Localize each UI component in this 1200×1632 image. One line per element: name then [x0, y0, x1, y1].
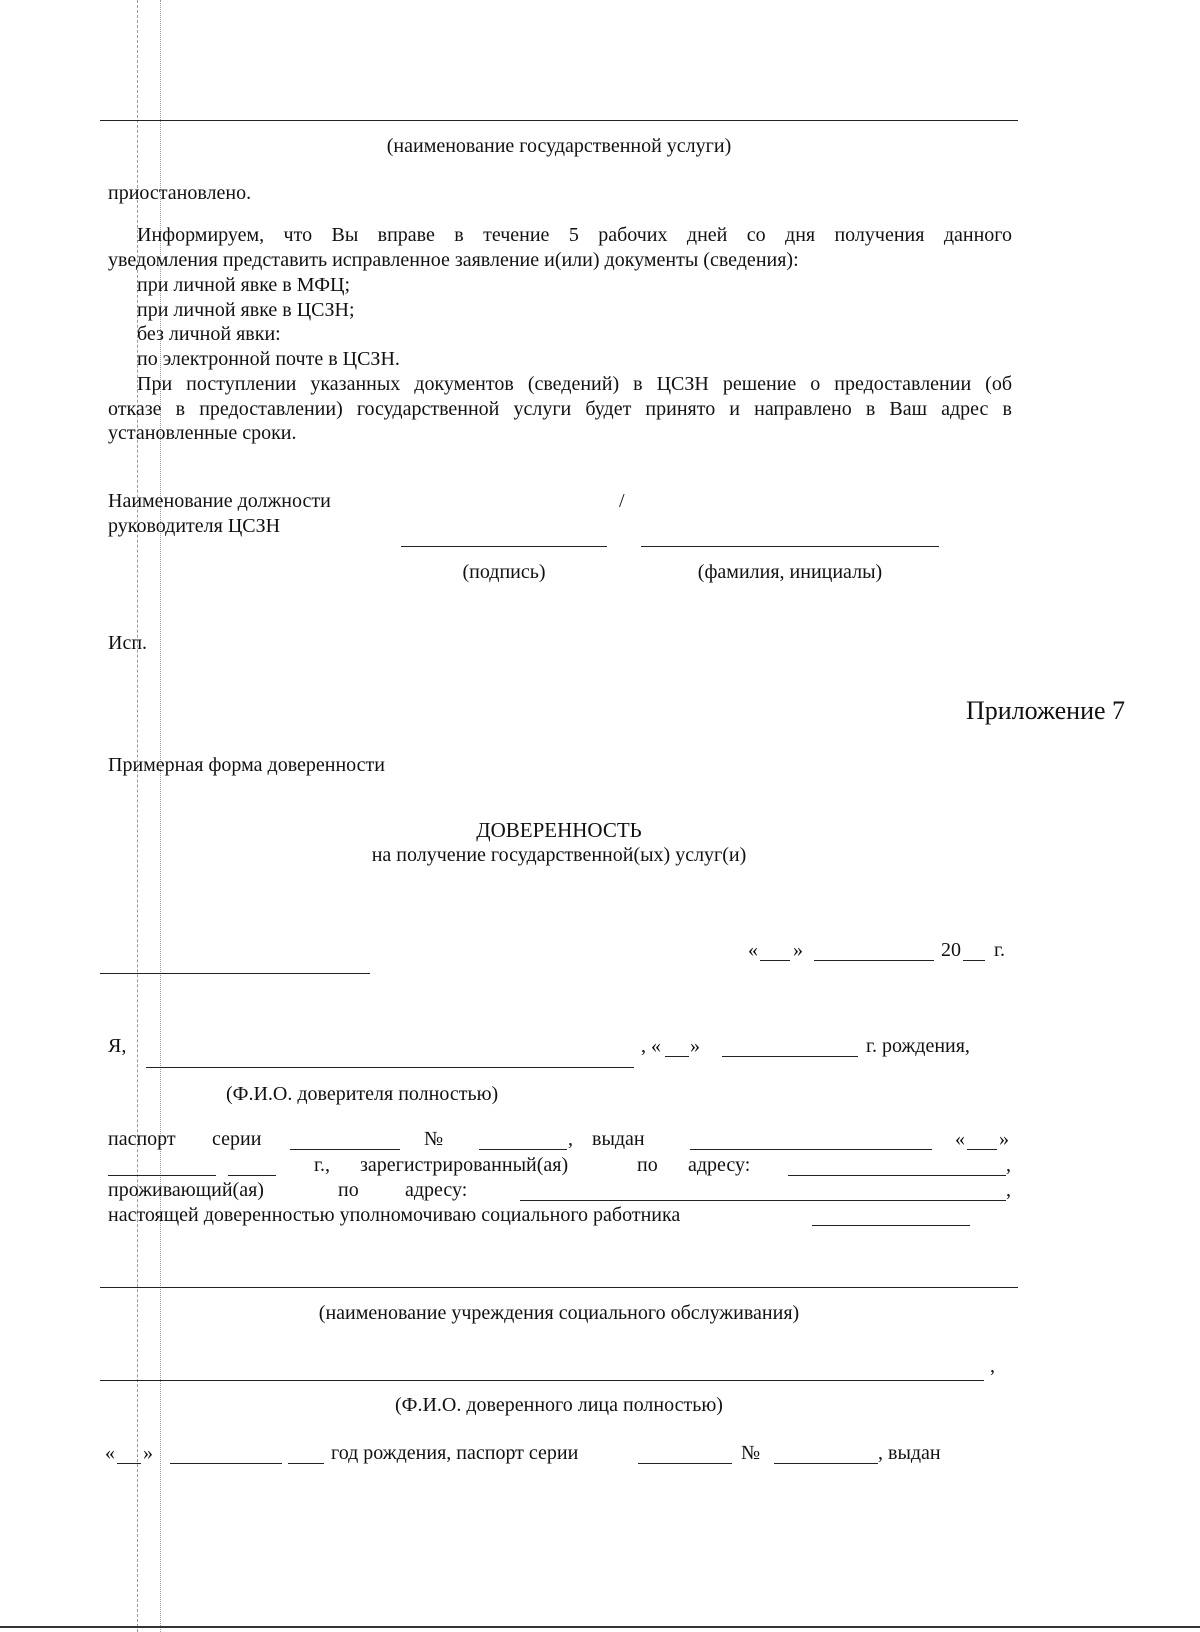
agent-caption: (Ф.И.О. доверенного лица полностью)	[395, 1394, 723, 1416]
inform-line-1: Информируем, что Вы вправе в течение 5 рабочих дней со дня получения данного	[137, 224, 1012, 246]
living-label: проживающий(ая)	[108, 1179, 264, 1201]
date-year-suffix: г.	[994, 939, 1005, 961]
suspended-text: приостановлено.	[108, 182, 252, 204]
date-year-prefix: 20	[941, 939, 961, 961]
signature-line	[401, 546, 607, 547]
living-address-line	[520, 1200, 1006, 1201]
birth-quote-open: , «	[641, 1035, 661, 1057]
registration-comma: ,	[1006, 1154, 1011, 1176]
receipt-line-2: отказе в предоставлении) государственной услуги будет принято и направлено в Ваш адрес в	[108, 398, 1012, 420]
passport-series-line	[290, 1149, 400, 1150]
last-issued: , выдан	[878, 1442, 941, 1464]
service-name-line	[100, 120, 1018, 121]
date-quote-close: »	[793, 939, 803, 961]
service-name-caption: (наименование государственной услуги)	[386, 135, 732, 157]
appendix-title: Приложение 7	[966, 696, 1126, 725]
issued-by-line	[690, 1149, 932, 1150]
inform-line-2: уведомления представить исправленное заявление и(или) документы (сведения):	[108, 249, 799, 271]
year-abbr: г.,	[314, 1154, 330, 1176]
receipt-line-3: установленные сроки.	[108, 422, 297, 444]
address-label-1: адресу:	[688, 1154, 751, 1176]
principal-caption: (Ф.И.О. доверителя полностью)	[226, 1083, 499, 1105]
last-number-sign: №	[741, 1442, 761, 1464]
quote-open: «	[955, 1128, 965, 1150]
doc-title: ДОВЕРЕННОСТЬ	[476, 818, 642, 842]
date-day-line	[760, 960, 790, 961]
agent-name-line	[100, 1380, 984, 1381]
number-sign: №	[424, 1128, 444, 1150]
position-line-1: Наименование должности	[108, 490, 331, 512]
registered-label: зарегистрированный(ая)	[360, 1154, 569, 1176]
option-remote: без личной явки:	[137, 323, 281, 345]
issue-year-line	[228, 1175, 276, 1176]
issued-label: выдан	[592, 1128, 645, 1150]
option-cszn: при личной явке в ЦСЗН;	[137, 299, 355, 321]
birth-suffix: г. рождения,	[866, 1035, 970, 1057]
social-worker-line	[812, 1225, 970, 1226]
address-label-2: адресу:	[405, 1179, 468, 1201]
living-comma: ,	[1006, 1179, 1011, 1201]
principal-name-line	[146, 1067, 634, 1068]
quote-close: »	[999, 1128, 1009, 1150]
birth-quote-close: »	[690, 1035, 700, 1057]
option-email: по электронной почте в ЦСЗН.	[137, 348, 400, 370]
passport-label: паспорт	[108, 1128, 176, 1150]
series-label: серии	[212, 1128, 262, 1150]
institution-caption: (наименование учреждения социального обслуживания)	[318, 1302, 800, 1324]
ya-label: Я,	[108, 1035, 127, 1057]
authorize-text: настоящей доверенностью уполномочиваю социального работника	[108, 1204, 681, 1226]
last-birth-text: год рождения, паспорт серии	[331, 1442, 579, 1464]
issue-month-line	[108, 1175, 216, 1176]
slash: /	[619, 490, 625, 512]
agent-passport-series-line	[638, 1463, 732, 1464]
agent-passport-number-line	[774, 1463, 878, 1464]
scan-bottom-edge	[0, 1626, 1200, 1628]
receipt-line-1: При поступлении указанных документов (сведений) в ЦСЗН решение о предоставлении (об	[137, 373, 1012, 395]
birth-day-line	[665, 1056, 689, 1057]
date-month-line	[814, 960, 934, 961]
executor-label: Исп.	[108, 632, 148, 654]
issue-day-line	[967, 1149, 997, 1150]
po-label-1: по	[637, 1154, 658, 1176]
institution-line	[100, 1287, 1018, 1288]
option-mfc: при личной явке в МФЦ;	[137, 274, 351, 296]
agent-birth-day-line	[117, 1463, 141, 1464]
registration-address-line	[788, 1175, 1006, 1176]
date-quote-open: «	[748, 939, 758, 961]
signature-caption: (подпись)	[462, 561, 546, 583]
agent-birth-year-line	[288, 1463, 324, 1464]
passport-number-line	[479, 1149, 567, 1150]
last-quote-close: »	[143, 1442, 153, 1464]
last-quote-open: «	[105, 1442, 115, 1464]
issued-comma: ,	[568, 1128, 573, 1150]
place-line	[100, 973, 370, 974]
form-caption: Примерная форма доверенности	[108, 754, 385, 776]
birth-date-line	[722, 1056, 858, 1057]
position-line-2: руководителя ЦСЗН	[108, 515, 281, 537]
trailing-comma: ,	[990, 1355, 995, 1377]
po-label-2: по	[338, 1179, 359, 1201]
date-year-line	[963, 960, 985, 961]
name-caption: (фамилия, инициалы)	[697, 561, 883, 583]
name-line	[641, 546, 939, 547]
doc-subtitle: на получение государственной(ых) услуг(и)	[371, 844, 747, 866]
agent-birth-month-line	[170, 1463, 282, 1464]
